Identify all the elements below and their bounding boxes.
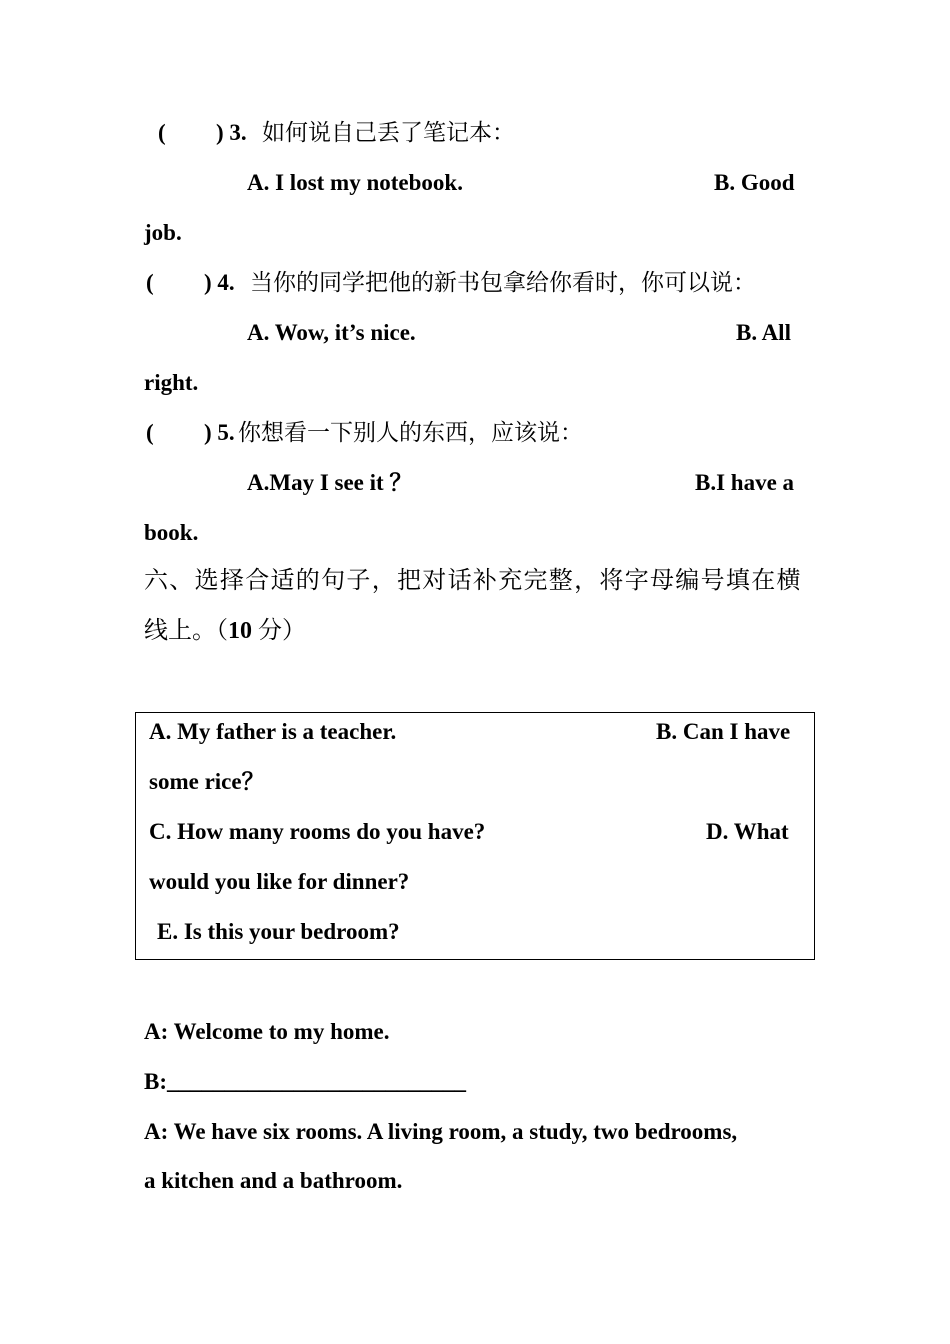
q3-option-b: B. Good <box>714 170 795 195</box>
section6-title-line1: 六、选择合适的句子，把对话补充完整，将字母编号填在横 <box>144 568 802 594</box>
q5-option-a: A.May I see it ？ <box>247 470 413 495</box>
option-b-cont: some rice？ <box>149 769 265 794</box>
option-e: E. Is this your bedroom? <box>157 919 400 944</box>
dialogue-line-1: A: Welcome to my home. <box>144 1019 390 1044</box>
q5-prompt: 你想看一下别人的东西，应该说： <box>238 420 583 445</box>
dialogue-line-4: a kitchen and a bathroom. <box>144 1168 403 1193</box>
option-a: A. My father is a teacher. <box>149 719 397 744</box>
section6-title-score: 10 <box>228 618 252 644</box>
q3-number: ) 3. <box>216 120 247 145</box>
option-b: B. Can I have <box>656 719 791 744</box>
q5-option-b-cont: book. <box>144 520 199 545</box>
option-d-cont: would you like for dinner? <box>149 869 410 894</box>
q5-paren-open: ( <box>146 420 154 445</box>
q3-option-a: A. I lost my notebook. <box>247 170 463 195</box>
q3-prompt: 如何说自己丢了笔记本： <box>262 120 515 145</box>
option-c: C. How many rooms do you have? <box>149 819 486 844</box>
q3-option-b-cont: job. <box>144 220 182 245</box>
section6-title-suffix: 分） <box>252 618 306 644</box>
q5-number: ) 5. <box>204 420 235 445</box>
dialogue-line-3: A: We have six rooms. A living room, a study, two bedrooms, <box>144 1119 738 1144</box>
q4-option-b-cont: right. <box>144 370 199 395</box>
q4-option-b: B. All <box>736 320 791 345</box>
q3-paren-open: ( <box>158 120 166 145</box>
q4-paren-open: ( <box>146 270 154 295</box>
q4-option-a: A. Wow, it’s nice. <box>247 320 416 345</box>
option-d: D. What <box>706 819 789 844</box>
q5-option-b: B.I have a <box>695 470 795 495</box>
section6-title-prefix: 线上。（ <box>144 618 228 644</box>
dialogue-line-2-blank[interactable]: B:__________________________ <box>144 1069 466 1094</box>
section6-title-line2 <box>144 616 306 646</box>
q4-number: ) 4. <box>204 270 235 295</box>
q4-prompt: 当你的同学把他的新书包拿给你看时，你可以说： <box>250 270 756 295</box>
